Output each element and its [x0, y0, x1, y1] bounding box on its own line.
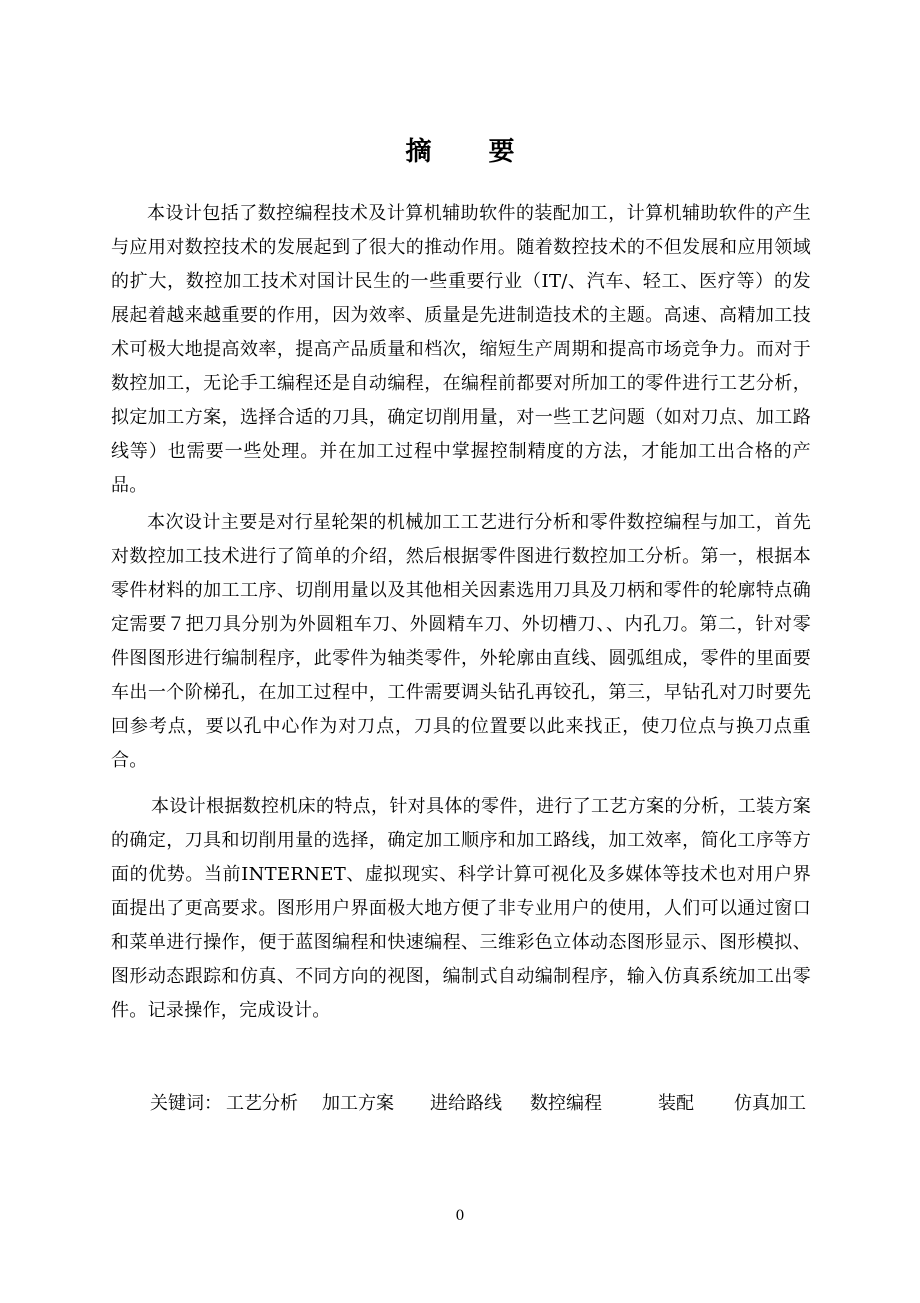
abstract-paragraph-2: 本次设计主要是对行星轮架的机械加工工艺进行分析和零件数控编程与加工，首先对数控加工技术进行了简单的介绍，然后根据零件图进行数控加工分析。第一，根据本零件材料的加工工序、切削用量以及其他相关因素选用刀具及刀柄和零件的轮廓特点确定需要７把刀具分别为外圆粗车刀、外圆精车刀、外切槽刀、、内孔刀。第二，针对零件图图形进行编制程序，此零件为轴类零件，外轮廓由直线、圆弧组成，零件的里面要车出一个阶梯孔，在加工过程中，工件需要调头钻孔再铰孔，第三，早钻孔对刀时要先回参考点，要以孔中心作为对刀点，刀具的位置要以此来找正，使刀位点与换刀点重合。	[111, 512, 811, 771]
keyword: 工艺分析	[226, 1093, 298, 1114]
page-number: 0	[455, 1208, 465, 1224]
keywords-label: 关键词：	[150, 1093, 222, 1114]
keyword: 进给路线	[430, 1093, 502, 1114]
keyword: 仿真加工	[734, 1093, 806, 1114]
keyword: 加工方案	[322, 1093, 394, 1114]
abstract-paragraph-3: 本设计根据数控机床的特点，针对具体的零件，进行了工艺方案的分析，工装方案的确定，刀具和切削用量的选择，确定加工顺序和加工路线，加工效率，简化工序等方面的优势。当前INTERNET、虚拟现实、科学计算可视化及多媒体等技术也对用户界面提出了更高要求。图形用户界面极大地方便了非专业用户的使用，人们可以通过窗口和菜单进行操作，便于蓝图编程和快速编程、三维彩色立体动态图形显示、图形模拟、图形动态跟踪和仿真、不同方向的视图，编制式自动编制程序，输入仿真系统加工出零件。记录操作，完成设计。	[111, 796, 811, 1021]
page-title: 摘 要	[405, 137, 539, 167]
abstract-body	[111, 197, 811, 1028]
keywords-line	[150, 1087, 806, 1121]
keyword: 装配	[658, 1093, 694, 1114]
abstract-paragraph-1: 本设计包括了数控编程技术及计算机辅助软件的装配加工，计算机辅助软件的产生与应用对数控技术的发展起到了很大的推动作用。随着数控技术的不但发展和应用领域的扩大，数控加工技术对国计民生的一些重要行业（IT/、汽车、轻工、医疗等）的发展起着越来越重要的作用，因为效率、质量是先进制造技术的主题。高速、高精加工技术可极大地提高效率，提高产品质量和档次，缩短生产周期和提高市场竞争力。而对于数控加工，无论手工编程还是自动编程，在编程前都要对所加工的零件进行工艺分析，拟定加工方案，选择合适的刀具，确定切削用量，对一些工艺问题（如对刀点、加工路线等）也需要一些处理。并在加工过程中掌握控制精度的方法，才能加工出合格的产品。	[111, 203, 811, 496]
keyword: 数控编程	[530, 1093, 602, 1114]
